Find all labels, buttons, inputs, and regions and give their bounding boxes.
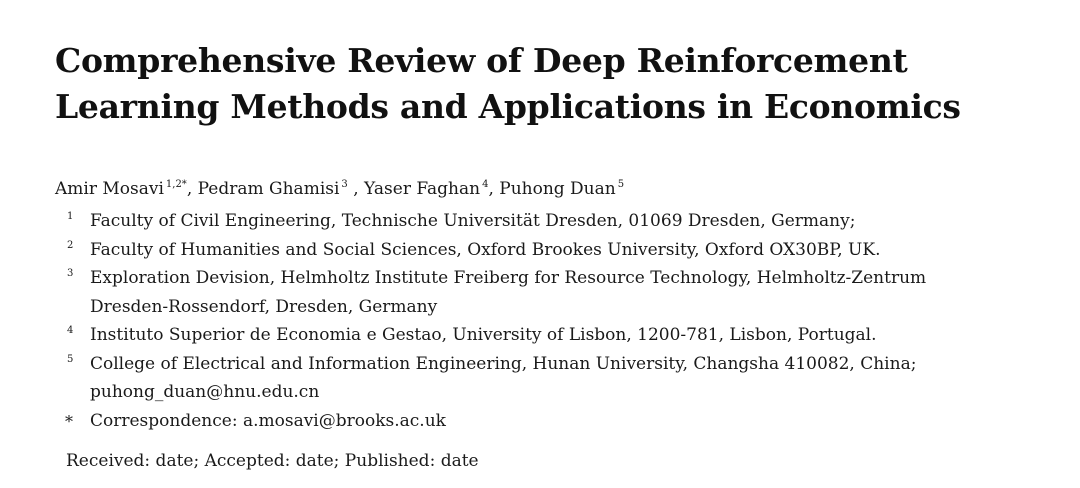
affiliation-list: [58, 207, 926, 435]
affiliation-text: College of Electrical and Information Engineering, Hunan University, Changsha 410082, China;: [90, 353, 917, 374]
affiliation-item: [58, 321, 926, 350]
affiliation-text: Faculty of Humanities and Social Sciences, Oxford Brookes University, Oxford OX30BP, UK.: [90, 239, 881, 260]
affiliation-item: [58, 264, 926, 321]
affiliation-item: [58, 207, 926, 236]
affiliation-text: Dresden-Rossendorf, Dresden, Germany: [90, 296, 438, 317]
affiliation-marker: 3: [67, 268, 74, 279]
correspondence-marker: *: [65, 411, 73, 431]
paper-title-line: Comprehensive Review of Deep Reinforcement: [55, 41, 908, 80]
paper-title: [55, 38, 1055, 130]
author-name: Pedram Ghamisi: [197, 179, 340, 199]
author-affiliation-marker: 4: [482, 179, 489, 190]
author-name: Amir Mosavi: [55, 179, 164, 199]
author-separator: ,: [347, 179, 359, 199]
author-affiliation-marker: 1,2*: [165, 179, 187, 190]
affiliation-text: Instituto Superior de Economia e Gestao, University of Lisbon, 1200-781, Lisbon, Portugal.: [90, 325, 877, 345]
author-affiliation-marker: 3: [341, 179, 348, 190]
affiliation-marker: 2: [67, 239, 74, 251]
affiliation-email: puhong_duan@hnu.edu.cn: [90, 382, 320, 402]
author-list: [55, 175, 624, 203]
affiliation-item: [58, 350, 926, 407]
correspondence-item: [58, 407, 926, 436]
author-separator: ,: [186, 179, 193, 199]
author-name: Puhong Duan: [499, 179, 616, 199]
correspondence-text: Correspondence: a.mosavi@brooks.ac.uk: [90, 410, 446, 431]
affiliation-text: Faculty of Civil Engineering, Technische Universität Dresden, 01069 Dresden, Germany;: [90, 211, 856, 231]
affiliation-marker: 4: [67, 325, 74, 336]
author-name: Yaser Faghan: [364, 179, 481, 199]
publication-dates: Received: date; Accepted: date; Published: date: [66, 451, 479, 471]
affiliation-marker: 5: [67, 353, 74, 365]
affiliation-item: [58, 236, 926, 265]
author-affiliation-marker: 5: [617, 179, 625, 190]
author-separator: ,: [488, 179, 494, 199]
paper-title-line: Learning Methods and Applications in Economics: [55, 87, 961, 126]
affiliation-text: Exploration Devision, Helmholtz Institute Freiberg for Resource Technology, Helmholtz-Zentrum: [90, 268, 927, 288]
affiliation-marker: 1: [67, 211, 74, 222]
